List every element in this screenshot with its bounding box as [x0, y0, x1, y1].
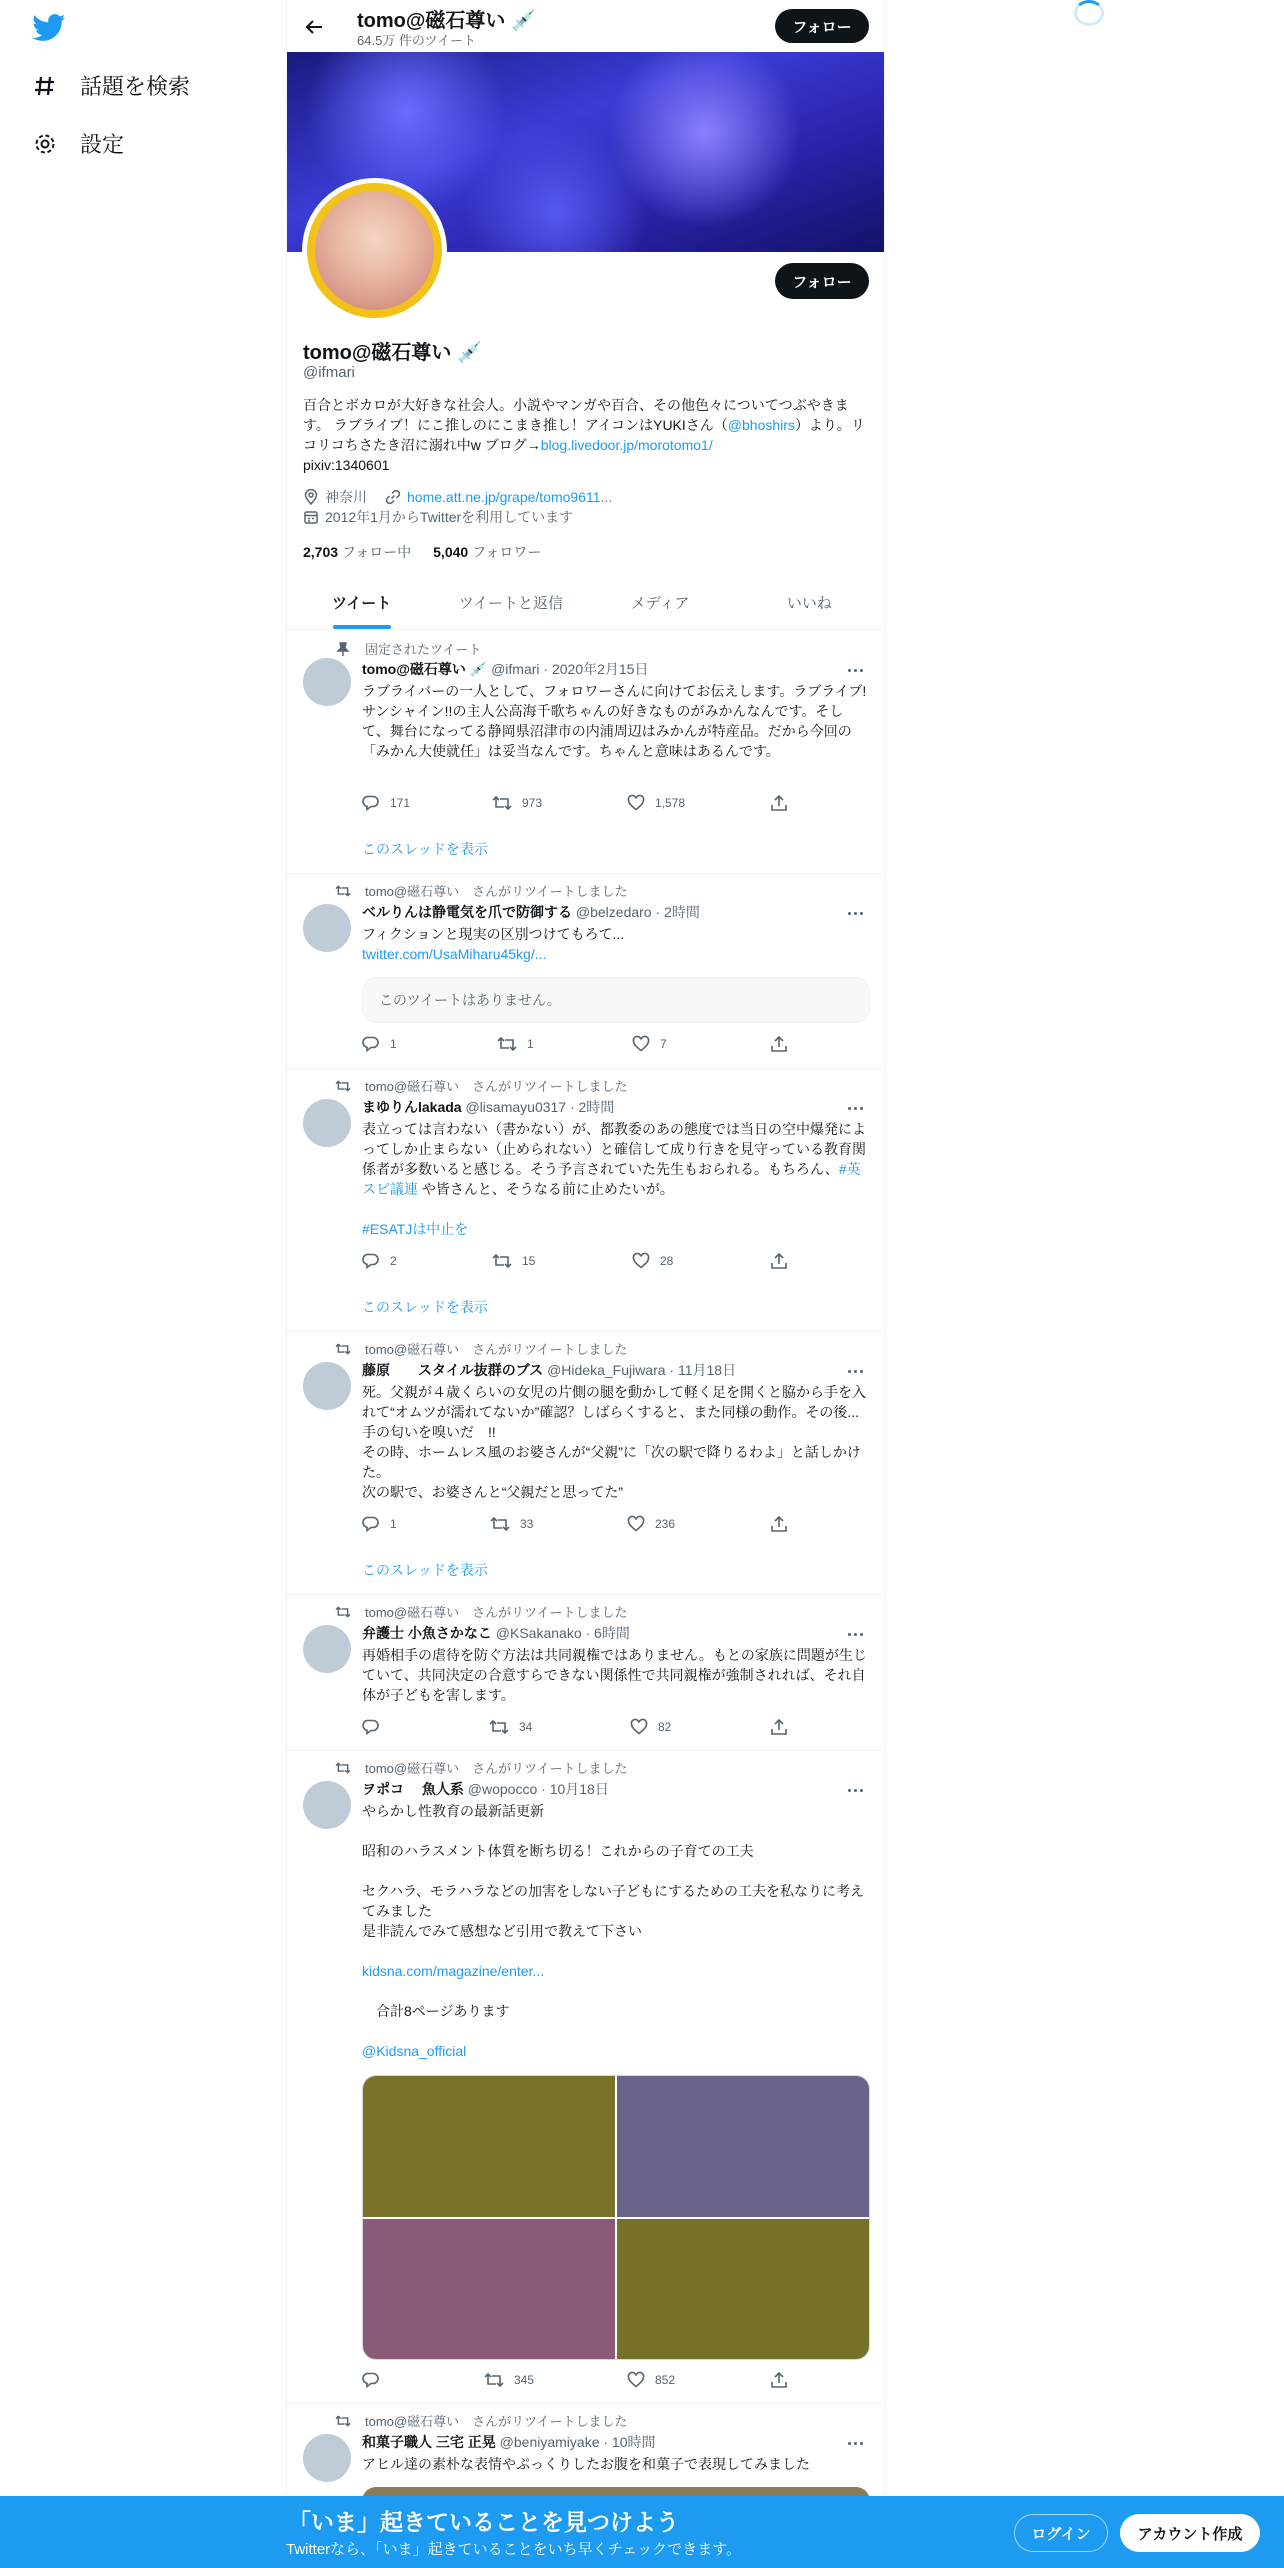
reply-icon: [362, 1252, 380, 1270]
hashtag-link[interactable]: #英スピ議連: [362, 1161, 861, 1197]
tab-likes[interactable]: いいね: [786, 595, 832, 612]
retweet-context: tomo@磁石尊い さんがリツイートしました: [335, 1339, 627, 1358]
more-options-icon[interactable]: [848, 1629, 868, 1639]
more-options-icon[interactable]: [848, 908, 868, 918]
nav-explore[interactable]: [32, 70, 190, 101]
retweet-icon: [335, 883, 351, 899]
retweet-icon: [490, 1515, 510, 1533]
show-thread-link[interactable]: このスレッドを表示: [362, 1299, 488, 1315]
location-pin-icon: [303, 489, 319, 505]
reply-button[interactable]: 2: [362, 1252, 397, 1270]
reply-icon: [362, 794, 380, 812]
nav-settings[interactable]: [32, 128, 124, 159]
like-button[interactable]: 852: [627, 2371, 675, 2389]
profile-follow-counts: [303, 542, 541, 562]
share-icon: [770, 1035, 788, 1053]
signup-button[interactable]: アカウント作成: [1120, 2514, 1260, 2552]
syringe-icon: 💉: [510, 10, 536, 32]
profile-bio: 百合とボカロが大好きな社会人。小説やマンガや百合、その他色々についてつぶやきます。 ラブライブ！にこ推しのにこまき推し！アイコンはYUKIさん（@bhoshirs）より。リコリコちさたき沼に溺れ中w ブログ→blog.livedoor.jp/morotomo1/ pixiv:1340601: [303, 397, 865, 473]
tab-tweets-and-replies[interactable]: ツイートと返信: [458, 595, 563, 612]
reply-button[interactable]: [362, 1718, 390, 1736]
tweet-text: 死。父親が４歳くらいの女児の片側の腿を動かして軽く足を開くと脇から手を入れて“オムツが濡れてないか”確認？しばらくすると、また同様の動作。その後...手の匂いを嗅いだ !! その時、ホームレス風のお婆さんが“父親”に「次の駅で降りるわよ」と話しかけた。 次の駅で、お婆さんと“父親だと思ってた”: [362, 1384, 866, 1500]
tweet-header: 和菓子職人 三宅 正晃 @beniyamiyake · 10時間: [362, 2434, 656, 2450]
followers-link[interactable]: 5,040 フォロワー: [433, 544, 542, 560]
tweet-avatar[interactable]: [303, 1362, 351, 1410]
tweet-header: 弁護士 小魚さかなこ @KSakanako · 6時間: [362, 1625, 630, 1641]
signup-bottom-bar: [0, 2496, 1284, 2568]
retweet-icon: [489, 1718, 509, 1736]
share-icon: [770, 1718, 788, 1736]
main-column: [286, 0, 885, 2568]
tweet-media-grid: [362, 2075, 870, 2360]
share-icon: [770, 1515, 788, 1533]
heart-icon: [627, 794, 645, 812]
calendar-icon: [303, 509, 319, 525]
tweet-avatar[interactable]: [303, 1099, 351, 1147]
bio-mention-link[interactable]: @bhoshirs: [727, 417, 795, 433]
retweet-context: tomo@磁石尊い さんがリツイートしました: [335, 2411, 627, 2430]
tweet-avatar[interactable]: [303, 2434, 351, 2482]
like-button[interactable]: 82: [630, 1718, 671, 1736]
media-image[interactable]: [617, 2219, 869, 2360]
media-image[interactable]: [363, 2219, 615, 2360]
more-options-icon[interactable]: [848, 2438, 868, 2448]
retweet-icon: [335, 1760, 351, 1776]
reply-icon: [362, 1718, 380, 1736]
bottom-bar-title: 「いま」起きていることを見つけよう: [288, 2509, 679, 2535]
link-icon: [385, 489, 401, 505]
reply-icon: [362, 1515, 380, 1533]
more-options-icon[interactable]: [848, 665, 868, 675]
tweet-avatar[interactable]: [303, 904, 351, 952]
header-follow-button[interactable]: フォロー: [775, 9, 869, 43]
tweet-header: 藤原 スタイル抜群のブス @Hideka_Fujiwara · 11月18日: [362, 1362, 737, 1378]
retweet-icon: [335, 1341, 351, 1357]
nav-settings-label: 設定: [80, 132, 125, 157]
heart-icon: [632, 1252, 650, 1270]
header-tweet-count: 64.5万 件のツイート: [357, 33, 477, 48]
tweet-link[interactable]: kidsna.com/magazine/enter...: [362, 1963, 545, 1979]
share-button[interactable]: [770, 794, 798, 812]
hashtag-icon: [32, 73, 58, 99]
reply-icon: [362, 2371, 380, 2389]
tweet-text: 表立っては言わない（書かない）が、都教委のあの態度では当日の空中爆発によってしか止まらない（止められない）と確信して成り行きを見守っている教育関係者が多数いると感じる。そう予言されていた先生もおられる。もちろん、#英スピ議連 や皆さんと、そうなる前に止めたいが。 #ESATJは中止を: [362, 1121, 866, 1237]
retweet-button[interactable]: 345: [484, 2371, 534, 2389]
twitter-logo-icon[interactable]: [32, 14, 68, 44]
tweet-text: 再婚相手の虐待を防ぐ方法は共同親権ではありません。もとの家族に問題が生じていて、共同決定の合意すらできない関係性で共同親権が強制されれば、それ自体が子どもを害します。: [362, 1647, 867, 1703]
share-icon: [770, 1252, 788, 1270]
reply-button[interactable]: [362, 2371, 390, 2389]
share-icon: [770, 2371, 788, 2389]
more-options-icon[interactable]: [848, 1366, 868, 1376]
pinned-context: 固定されたツイート: [335, 639, 481, 658]
media-image[interactable]: [363, 2076, 615, 2217]
retweet-icon: [492, 794, 512, 812]
like-button[interactable]: 28: [632, 1252, 673, 1270]
retweet-icon: [335, 1078, 351, 1094]
profile-avatar[interactable]: [302, 178, 447, 323]
profile-header-bar: [287, 0, 884, 52]
gear-icon: [32, 131, 58, 157]
share-button[interactable]: [770, 1515, 798, 1533]
profile-joined: 2012年1月からTwitterを利用しています: [325, 509, 574, 525]
tweet-link[interactable]: twitter.com/UsaMiharu45kg/...: [362, 946, 547, 962]
loading-spinner-icon: [1074, 0, 1104, 26]
more-options-icon[interactable]: [848, 1103, 868, 1113]
retweet-button[interactable]: 33: [490, 1515, 533, 1533]
like-button[interactable]: 236: [627, 1515, 675, 1533]
tweet-avatar[interactable]: [303, 1625, 351, 1673]
media-image[interactable]: [617, 2076, 869, 2217]
reply-button[interactable]: 1: [362, 1035, 397, 1053]
syringe-icon: 💉: [456, 342, 482, 364]
syringe-icon: 💉: [469, 661, 488, 677]
tweet-header: ベルりんは静電気を爪で防御する @belzedaro · 2時間: [362, 904, 700, 920]
tweet-text: アヒル達の素朴な表情やぷっくりしたお腹を和菓子で表現してみました: [362, 2456, 810, 2472]
show-thread-link[interactable]: このスレッドを表示: [362, 1562, 488, 1578]
reply-button[interactable]: 171: [362, 794, 410, 812]
bottom-bar-subtitle: Twitterなら、「いま」起きていることをいち早くチェックできます。: [286, 2541, 742, 2558]
share-button[interactable]: [770, 1718, 798, 1736]
retweet-button[interactable]: 34: [489, 1718, 532, 1736]
following-link[interactable]: 2,703 フォロー中: [303, 544, 412, 560]
show-thread-link[interactable]: このスレッドを表示: [362, 841, 488, 857]
profile-follow-button[interactable]: フォロー: [775, 263, 869, 299]
tweet-header: ヲポコ 魚人系 @wopocco · 10月18日: [362, 1781, 609, 1797]
more-options-icon[interactable]: [848, 1785, 868, 1795]
retweet-context: tomo@磁石尊い さんがリツイートしました: [335, 1602, 627, 1621]
tab-tweets[interactable]: ツイート: [287, 580, 436, 629]
tweet-item[interactable]: [287, 631, 884, 874]
profile-tabs: [287, 580, 884, 630]
heart-icon: [627, 2371, 645, 2389]
tweet-avatar[interactable]: [303, 1781, 351, 1829]
retweet-button[interactable]: 973: [492, 794, 542, 812]
tweet-avatar[interactable]: [303, 658, 351, 706]
bio-blog-link[interactable]: blog.livedoor.jp/morotomo1/: [540, 437, 713, 453]
share-button[interactable]: [770, 1252, 798, 1270]
heart-icon: [632, 1035, 650, 1053]
tweet-item[interactable]: [287, 2405, 884, 2505]
retweet-icon: [335, 1604, 351, 1620]
hashtag-link[interactable]: #ESATJは中止を: [362, 1221, 469, 1237]
share-icon: [770, 794, 788, 812]
tweet-item[interactable]: [287, 1752, 884, 2404]
nav-explore-label: 話題を検索: [80, 74, 191, 99]
tweet-header: tomo@磁石尊い 💉 @ifmari · 2020年2月15日: [362, 661, 649, 677]
pin-icon: [335, 641, 351, 657]
tab-media[interactable]: メディア: [630, 595, 690, 612]
tweet-text: ラブライバーの一人として、フォロワーさんに向けてお伝えします。ラブライブ!サンシャイン!!の主人公高海千歌ちゃんの好きなものがみかんなんです。そして、舞台になってる静岡県沼津市の内浦周辺はみかんが特産品。だから今回の「みかん大使就任」は妥当なんです。ちゃんと意味はあるんです。: [362, 683, 867, 759]
profile-name: tomo@磁石尊い 💉: [303, 342, 482, 364]
tweet-header: まゆりんlakada @lisamayu0317 · 2時間: [362, 1099, 615, 1115]
back-arrow-icon[interactable]: [299, 12, 329, 42]
tweet-item[interactable]: [287, 875, 884, 1069]
profile-website-link[interactable]: home.att.ne.jp/grape/tomo9611...: [407, 489, 613, 505]
login-button[interactable]: ログイン: [1014, 2514, 1108, 2552]
mention-link[interactable]: @Kidsna_official: [362, 2043, 467, 2059]
share-button[interactable]: [770, 2371, 798, 2389]
reply-icon: [362, 1035, 380, 1053]
retweet-context: tomo@磁石尊い さんがリツイートしました: [335, 881, 627, 900]
retweet-icon: [484, 2371, 504, 2389]
retweet-context: tomo@磁石尊い さんがリツイートしました: [335, 1758, 627, 1777]
retweet-context: tomo@磁石尊い さんがリツイートしました: [335, 1076, 627, 1095]
retweet-button[interactable]: 1: [497, 1035, 534, 1053]
heart-icon: [630, 1718, 648, 1736]
heart-icon: [627, 1515, 645, 1533]
tweet-item[interactable]: [287, 1596, 884, 1751]
profile-joined-row: [303, 507, 573, 527]
retweet-icon: [335, 2413, 351, 2429]
tweet-text: やらかし性教育の最新話更新 昭和のハラスメント体質を断ち切る！これからの子育ての工夫 セクハラ、モラハラなどの加害をしない子どもにするための工夫を私なりに考えてみました 是非読んでみて感想など引用で教えて下さい kidsna.com/magazine/enter... 合計8ページあります @Kidsna_official: [362, 1803, 865, 2059]
tweet-item[interactable]: [287, 1333, 884, 1595]
share-button[interactable]: [770, 1035, 798, 1053]
retweet-icon: [497, 1035, 517, 1053]
unavailable-quote: このツイートはありません。: [362, 977, 870, 1023]
like-button[interactable]: 1,578: [627, 794, 685, 812]
like-button[interactable]: 7: [632, 1035, 667, 1053]
tweet-text: フィクションと現実の区別つけてもろて... twitter.com/UsaMiharu45kg/...: [362, 926, 625, 962]
retweet-button[interactable]: 15: [492, 1252, 535, 1270]
header-name: tomo@磁石尊い 💉: [357, 10, 536, 32]
retweet-icon: [492, 1252, 512, 1270]
profile-handle: @ifmari: [303, 364, 355, 381]
tweet-item[interactable]: [287, 1070, 884, 1332]
profile-meta-row: [303, 487, 612, 507]
profile-location: 神奈川: [325, 489, 367, 505]
reply-button[interactable]: 1: [362, 1515, 397, 1533]
